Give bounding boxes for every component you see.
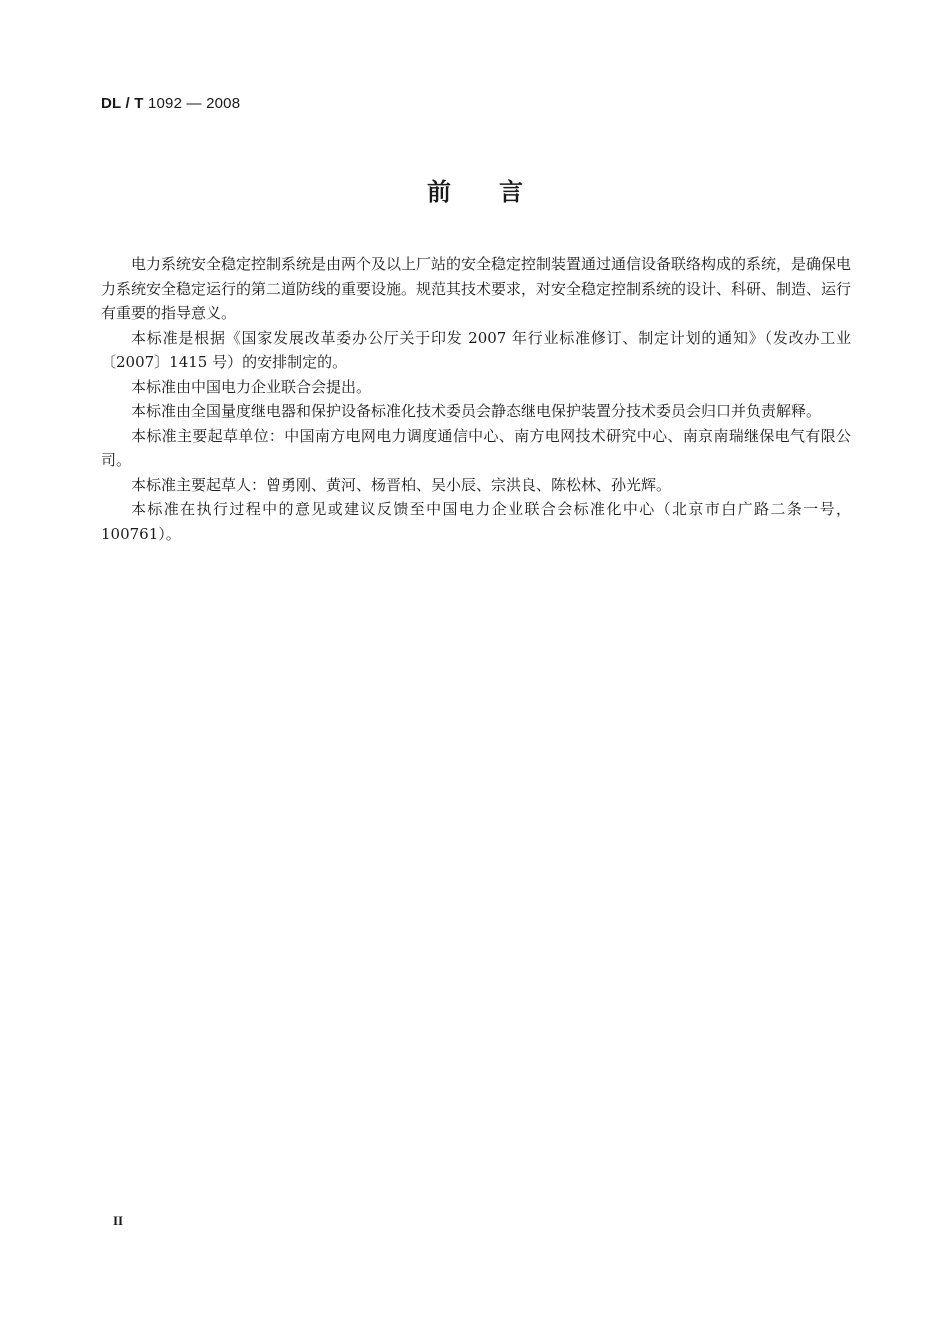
standard-code-number: 1092 — 2008 xyxy=(143,95,241,112)
paragraph-administrator: 本标准由全国量度继电器和保护设备标准化技术委员会静态继电保护装置分技术委员会归口并负责解释。 xyxy=(131,402,822,420)
paragraph-intro: 电力系统安全稳定控制系统是由两个及以上厂站的安全稳定控制装置通过通信设备联络构成的系统，是确保电力系统安全稳定运行的第二道防线的重要设施。规范其技术要求，对安全稳定控制系统的设计、科研、制造、运行有重要的指导意义。 xyxy=(101,255,852,322)
paragraph-proposer: 本标准由中国电力企业联合会提出。 xyxy=(131,377,372,396)
paragraph-drafting-units: 本标准主要起草单位：中国南方电网电力调度通信中心、南方电网技术研究中心、南京南瑞继保电气有限公司。 xyxy=(101,426,851,469)
standard-code-header xyxy=(101,95,240,112)
paragraph-feedback: 本标准在执行过程中的意见或建议反馈至中国电力企业联合会标准化中心（北京市白广路二条一号，100761）。 xyxy=(101,500,851,543)
paragraph-drafters: 本标准主要起草人：曾勇刚、黄河、杨晋柏、吴小辰、宗洪良、陈松林、孙光辉。 xyxy=(131,475,672,494)
page-title: 前 言 xyxy=(427,178,523,206)
standard-code-prefix: DL / T xyxy=(101,95,144,112)
page-number: II xyxy=(113,1213,124,1228)
foreword-body xyxy=(101,252,851,546)
paragraph-basis: 本标准是根据《国家发展改革委办公厅关于印发 2007 年行业标准修订、制定计划的通知》（发改办工业〔2007〕1415 号）的安排制定的。 xyxy=(101,328,851,371)
